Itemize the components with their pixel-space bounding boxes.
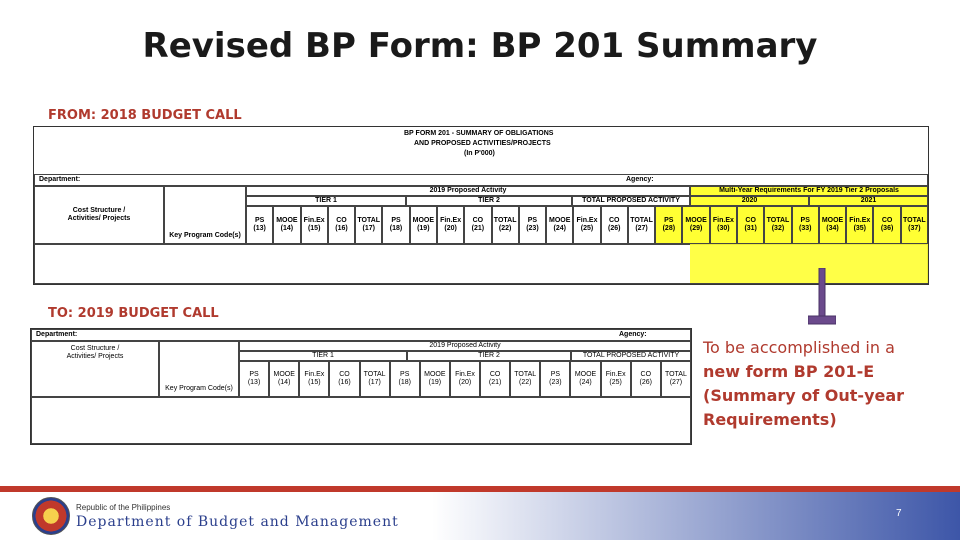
form-2019-col-label: Fin.Ex: [304, 371, 325, 379]
form-2019-proposed-header: 2019 Proposed Activity: [239, 341, 691, 351]
form-2018-col-label: MOOE: [276, 217, 298, 225]
form-2019-cost-structure-cell: [31, 341, 159, 397]
form-2019-table: [30, 328, 692, 445]
form-2018-department-label: Department:: [39, 176, 81, 184]
form-2018-table: [33, 126, 929, 285]
form-2019-col-number: (20): [458, 379, 472, 386]
form-2019-key-program: Key Program Code(s): [165, 385, 233, 393]
form-2018-col-header: [301, 206, 328, 244]
form-2018-col-number: (29): [689, 225, 703, 232]
form-2019-col-number: (21): [488, 379, 502, 386]
callout-line3: (Summary of Out-year: [703, 386, 905, 405]
form-2019-col-header: [390, 361, 420, 397]
form-2018-col-number: (17): [362, 225, 375, 232]
form-2019-tier1-header: TIER 1: [239, 351, 407, 361]
form-2018-col-header: [492, 206, 519, 244]
form-2019-department-label: Department:: [36, 331, 78, 339]
form-2018-activities: Activities/ Projects: [67, 215, 131, 222]
form-2018-cost-structure: Cost Structure /: [72, 207, 126, 215]
form-2018-col-header: [273, 206, 300, 244]
form-2018-col-number: (16): [335, 225, 348, 232]
dbm-seal-icon: [32, 497, 70, 535]
form-2018-col-label: TOTAL: [493, 217, 517, 225]
form-2019-col-number: (25): [609, 379, 622, 386]
form-2019-col-number: (15): [308, 379, 321, 386]
form-2019-col-label: PS: [249, 371, 259, 379]
form-2018-department-row: [34, 174, 928, 186]
form-2018-col-label: CO: [472, 217, 484, 225]
form-2018-col-label: Fin.Ex: [849, 217, 871, 225]
form-2018-col-label: Fin.Ex: [576, 217, 598, 225]
form-2018-col-number: (27): [635, 225, 648, 232]
form-2018-col-header: [846, 206, 873, 244]
form-2018-col-header: [710, 206, 737, 244]
slide-title: Revised BP Form: BP 201 Summary: [142, 26, 818, 66]
form-2019-col-header: [661, 361, 691, 397]
form-2018-col-header: [464, 206, 491, 244]
form-2018-col-number: (37): [908, 225, 921, 232]
form-2018-col-label: PS: [254, 217, 265, 225]
form-2018-col-label: Fin.Ex: [712, 217, 734, 225]
form-2018-col-header: [737, 206, 764, 244]
form-2018-col-label: MOOE: [549, 217, 571, 225]
form-2018-col-header: [573, 206, 600, 244]
form-2019-col-header: [269, 361, 299, 397]
form-2019-key-program-cell: [159, 341, 239, 397]
form-2019-col-number: (24): [579, 379, 592, 386]
callout-line2: new form BP 201-E: [703, 362, 875, 381]
form-2018-col-number: (28): [662, 225, 676, 232]
form-2019-col-header: [631, 361, 661, 397]
form-2018-tier1-header: TIER 1: [246, 196, 406, 206]
form-2019-col-number: (26): [639, 379, 652, 386]
form-2018-col-label: Fin.Ex: [303, 217, 325, 225]
page-number: 7: [896, 508, 902, 519]
form-2018-col-number: (36): [880, 225, 894, 232]
form-2018-col-label: TOTAL: [766, 217, 790, 225]
form-2018-col-header: [764, 206, 791, 244]
form-2018-col-header: [355, 206, 382, 244]
form-2018-agency-label: Agency:: [626, 176, 654, 183]
form-2019-tier2-header: TIER 2: [407, 351, 571, 361]
form-2019-department-row: [31, 329, 691, 341]
form-2018-proposed-header: 2019 Proposed Activity: [246, 186, 690, 196]
form-2019-col-label: PS: [400, 371, 410, 379]
form-2018-col-number: (13): [253, 225, 266, 232]
form-2018-col-label: PS: [800, 217, 810, 225]
form-2019-col-label: Fin.Ex: [605, 371, 626, 379]
form-2018-col-number: (15): [307, 225, 321, 232]
form-2019-col-header: [329, 361, 359, 397]
form-2019-col-header: [480, 361, 510, 397]
form-2019-col-number: (23): [549, 379, 562, 386]
form-2018-col-number: (22): [498, 225, 512, 232]
down-arrow-icon: [808, 268, 836, 332]
form-2019-col-label: MOOE: [273, 371, 295, 379]
form-2018-total-header: TOTAL PROPOSED ACTIVITY: [572, 196, 690, 206]
form-2019-total-header: TOTAL PROPOSED ACTIVITY: [571, 351, 691, 361]
form-2019-col-label: TOTAL: [514, 371, 537, 379]
form-2018-col-header: [901, 206, 928, 244]
form-2018-col-number: (35): [853, 225, 867, 232]
form-2019-col-label: CO: [489, 371, 501, 379]
form-2019-col-header: [540, 361, 570, 397]
form-2018-col-header: [382, 206, 409, 244]
form-2018-key-program: Key Program Code(s): [169, 232, 241, 240]
form-2018-col-number: (14): [280, 225, 294, 232]
form-2018-col-number: (34): [826, 225, 839, 232]
form-2018-col-label: CO: [881, 217, 893, 225]
form-2019-col-label: MOOE: [574, 371, 597, 379]
form-2018-col-label: MOOE: [685, 217, 707, 225]
form-2018-col-number: (19): [417, 225, 430, 232]
form-2018-year2020-header: 2020: [690, 196, 809, 206]
form-2019-col-number: (19): [428, 379, 442, 386]
form-2018-year2021-header: 2021: [809, 196, 928, 206]
form-2019-col-number: (16): [338, 379, 351, 386]
caption-from: FROM: 2018 BUDGET CALL: [48, 108, 242, 123]
form-2018-col-number: (26): [608, 225, 621, 232]
form-2019-col-header: [570, 361, 600, 397]
form-2018-col-number: (20): [444, 225, 457, 232]
form-2018-heading3: (In P'000): [464, 150, 495, 157]
form-2019-data-row: [31, 397, 691, 444]
form-2018-col-header: [873, 206, 900, 244]
form-2019-col-number: (17): [368, 379, 381, 386]
form-2018-col-label: CO: [336, 217, 347, 225]
form-2018-col-number: (23): [526, 225, 539, 232]
form-2018-col-label: TOTAL: [630, 217, 653, 225]
form-2018-col-label: TOTAL: [903, 217, 926, 225]
form-2019-activities: Activities/ Projects: [66, 352, 124, 360]
form-2019-col-label: MOOE: [424, 371, 446, 379]
form-2018-col-header: [328, 206, 355, 244]
form-2018-col-label: MOOE: [412, 217, 434, 225]
form-2018-col-number: (18): [389, 225, 403, 232]
form-2018-tier2-header: TIER 2: [406, 196, 572, 206]
form-2018-cost-structure-cell: [34, 186, 164, 244]
form-2018-col-label: MOOE: [821, 217, 844, 225]
form-2018-col-number: (25): [580, 225, 594, 232]
footer-org-name: Department of Budget and Management: [76, 514, 399, 530]
form-2018-col-header: [437, 206, 464, 244]
form-2018-col-label: TOTAL: [357, 217, 381, 225]
form-2018-col-header: [519, 206, 546, 244]
form-2019-col-label: Fin.Ex: [455, 371, 475, 379]
form-2019-col-number: (14): [277, 379, 291, 386]
footer-org-small: Republic of the Philippines: [76, 503, 171, 512]
form-2019-col-label: PS: [550, 371, 561, 379]
form-2019-col-header: [510, 361, 540, 397]
form-2019-col-label: TOTAL: [664, 371, 687, 379]
callout-line1: To be accomplished in a: [703, 338, 895, 357]
form-2018-col-label: Fin.Ex: [440, 217, 462, 225]
form-2018-heading1: BP FORM 201 - SUMMARY OF OBLIGATIONS: [404, 130, 554, 137]
form-2018-col-number: (32): [771, 225, 785, 232]
form-2018-col-header: [819, 206, 846, 244]
form-2018-col-header: [655, 206, 682, 244]
form-2018-col-header: [246, 206, 273, 244]
form-2018-col-number: (33): [799, 225, 812, 232]
form-2018-col-number: (30): [717, 225, 730, 232]
form-2019-col-header: [299, 361, 329, 397]
form-2018-col-header: [546, 206, 573, 244]
form-2018-col-label: PS: [391, 217, 401, 225]
form-2019-col-number: (27): [669, 379, 683, 386]
form-2019-cost-structure: Cost Structure /: [70, 345, 120, 352]
form-2018-col-header: [792, 206, 819, 244]
form-2018-col-header: [628, 206, 655, 244]
form-2018-key-program-cell: [164, 186, 246, 244]
form-2019-col-label: TOTAL: [363, 371, 386, 379]
callout-note: [703, 336, 943, 432]
form-2018-col-header: [682, 206, 709, 244]
form-2018-col-label: CO: [609, 217, 620, 225]
form-2019-agency-label: Agency:: [619, 331, 647, 338]
form-2018-col-number: (31): [744, 225, 757, 232]
form-2019-col-label: CO: [339, 371, 350, 379]
form-2019-col-header: [420, 361, 450, 397]
form-2018-multiyear-header: Multi-Year Requirements For FY 2019 Tier 2 Proposals: [690, 186, 928, 196]
form-2019-col-header: [239, 361, 269, 397]
form-2018-col-number: (24): [553, 225, 566, 232]
form-2019-col-number: (13): [247, 379, 261, 386]
form-2018-col-label: CO: [745, 217, 756, 225]
form-2018-col-label: PS: [664, 217, 674, 225]
caption-to: TO: 2019 BUDGET CALL: [48, 306, 219, 321]
form-2018-heading2: AND PROPOSED ACTIVITIES/PROJECTS: [414, 140, 551, 147]
callout-line4: Requirements): [703, 410, 837, 429]
form-2018-col-header: [601, 206, 628, 244]
form-2018-col-header: [410, 206, 437, 244]
form-2019-col-number: (18): [398, 379, 411, 386]
form-2019-col-label: CO: [640, 371, 652, 379]
form-2019-col-header: [360, 361, 390, 397]
form-2019-col-header: [601, 361, 631, 397]
form-2019-col-number: (22): [519, 379, 532, 386]
form-2018-col-label: PS: [527, 217, 538, 225]
form-2019-col-header: [450, 361, 480, 397]
form-2018-col-number: (21): [471, 225, 485, 232]
